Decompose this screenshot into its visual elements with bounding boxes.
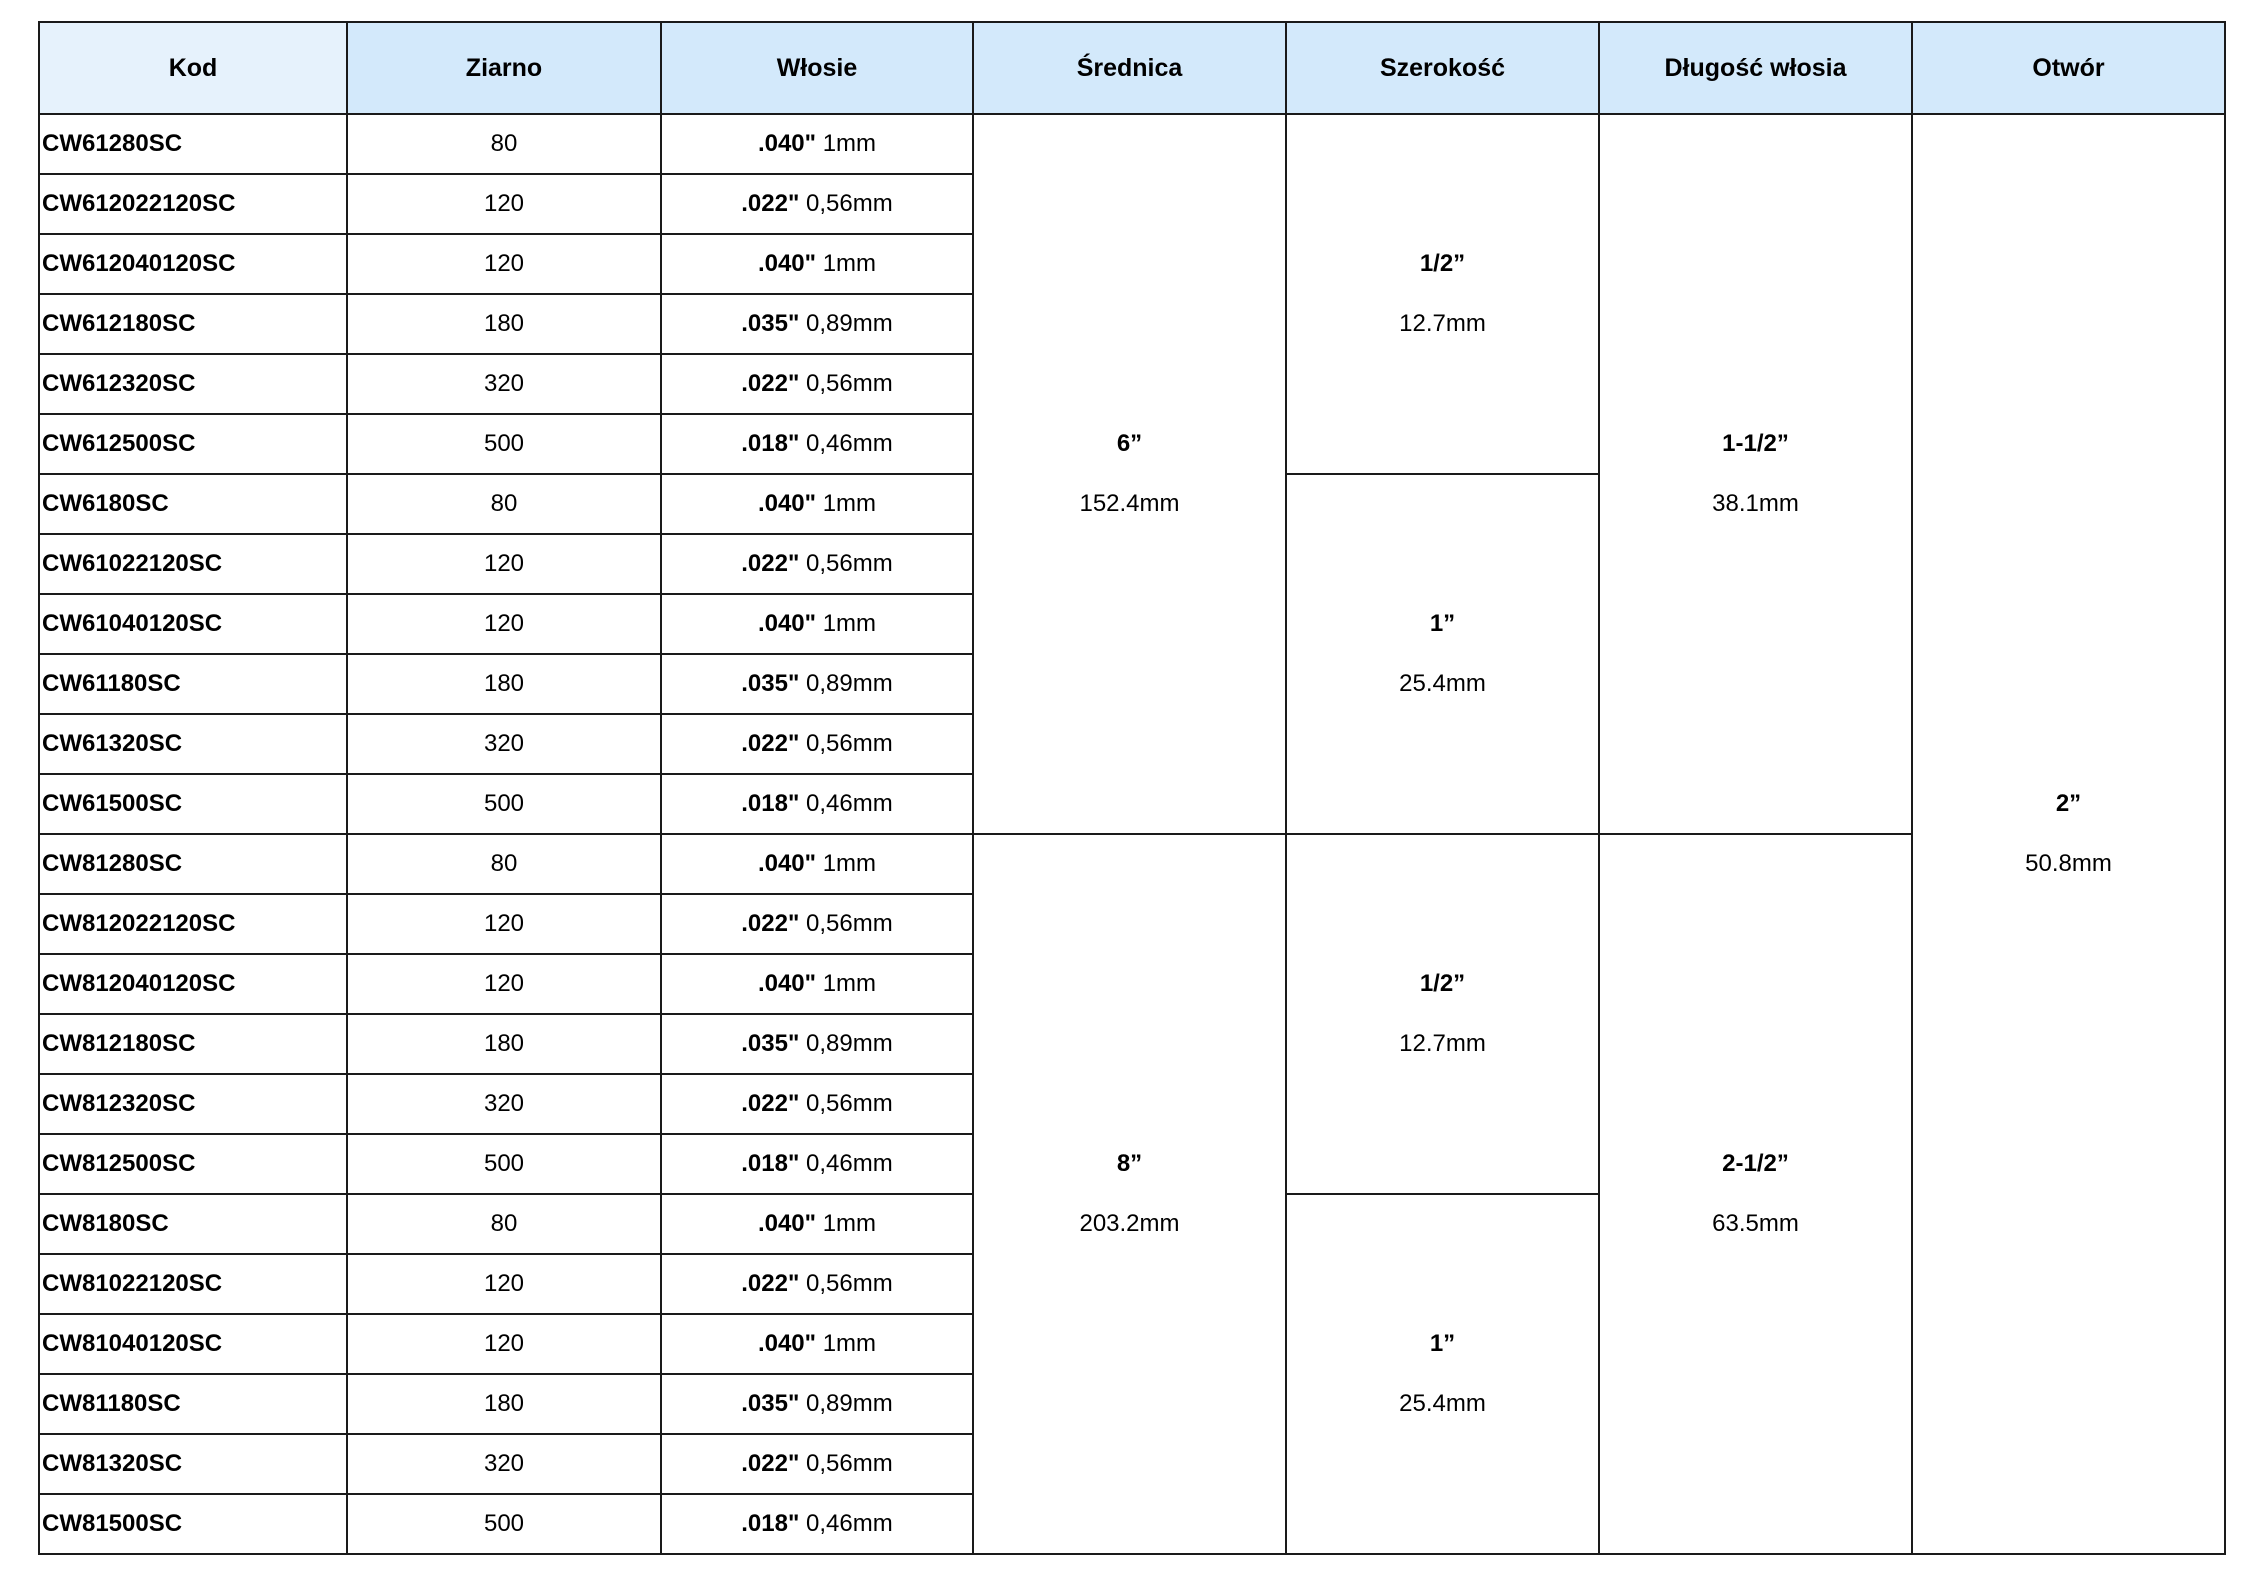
cell-wlosie	[661, 1194, 973, 1254]
cell-kod: CW812022120SC	[39, 894, 347, 954]
cell-wlosie	[661, 894, 973, 954]
cell-wlosie	[661, 234, 973, 294]
wlosie-inch: .035"	[741, 1390, 800, 1417]
wlosie-inch: .022"	[741, 1090, 800, 1117]
cell-wlosie	[661, 1134, 973, 1194]
wlosie-inch: .022"	[741, 730, 800, 757]
wlosie-inch: .040"	[757, 1210, 817, 1237]
wlosie-mm: 0,56mm	[806, 370, 893, 397]
table-row	[39, 834, 2225, 894]
cell-wlosie	[661, 1434, 973, 1494]
wlosie-mm: 1mm	[822, 1210, 877, 1237]
wlosie-mm: 0,56mm	[806, 730, 893, 757]
cell-otwor	[1912, 114, 2225, 1554]
cell-kod: CW61040120SC	[39, 594, 347, 654]
cell-ziarno: 80	[347, 474, 661, 534]
cell-ziarno: 320	[347, 714, 661, 774]
cell-kod: CW612022120SC	[39, 174, 347, 234]
cell-kod: CW812180SC	[39, 1014, 347, 1074]
cell-ziarno: 500	[347, 1134, 661, 1194]
cell-kod: CW61500SC	[39, 774, 347, 834]
cell-ziarno: 320	[347, 1434, 661, 1494]
wlosie-inch: .022"	[741, 1450, 800, 1477]
cell-szerokosc-value: 1”	[1429, 1330, 1456, 1357]
cell-kod: CW81180SC	[39, 1374, 347, 1434]
cell-ziarno: 80	[347, 114, 661, 174]
cell-wlosie	[661, 774, 973, 834]
wlosie-mm: 0,56mm	[806, 1450, 893, 1477]
cell-ziarno: 120	[347, 894, 661, 954]
wlosie-mm: 0,89mm	[806, 670, 893, 697]
cell-otwor-mm: 50.8mm	[2025, 850, 2112, 877]
cell-dlugosc-wlosia	[1599, 834, 1912, 1554]
cell-kod: CW812320SC	[39, 1074, 347, 1134]
cell-wlosie	[661, 954, 973, 1014]
cell-wlosie	[661, 1254, 973, 1314]
cell-kod: CW8180SC	[39, 1194, 347, 1254]
cell-srednica	[973, 834, 1286, 1554]
cell-wlosie	[661, 114, 973, 174]
cell-kod: CW612500SC	[39, 414, 347, 474]
cell-wlosie	[661, 1314, 973, 1374]
cell-ziarno: 120	[347, 234, 661, 294]
cell-wlosie	[661, 834, 973, 894]
wlosie-inch: .018"	[741, 1510, 800, 1537]
wlosie-inch: .040"	[757, 250, 817, 277]
cell-szerokosc	[1286, 834, 1599, 1194]
cell-ziarno: 120	[347, 174, 661, 234]
cell-ziarno: 180	[347, 654, 661, 714]
header-srednica: Średnica	[973, 22, 1286, 114]
wlosie-inch: .035"	[741, 1030, 800, 1057]
wlosie-mm: 0,46mm	[806, 790, 893, 817]
cell-ziarno: 320	[347, 1074, 661, 1134]
cell-szerokosc	[1286, 1194, 1599, 1554]
header-szerokosc: Szerokość	[1286, 22, 1599, 114]
header-wlosie: Włosie	[661, 22, 973, 114]
wlosie-inch: .040"	[757, 490, 817, 517]
cell-kod: CW612180SC	[39, 294, 347, 354]
cell-otwor-value: 2”	[2055, 790, 2082, 817]
cell-kod: CW6180SC	[39, 474, 347, 534]
cell-srednica-mm: 152.4mm	[1079, 490, 1180, 517]
wlosie-mm: 0,56mm	[806, 550, 893, 577]
cell-srednica-value: 6”	[1116, 430, 1143, 457]
cell-wlosie	[661, 414, 973, 474]
cell-kod: CW61280SC	[39, 114, 347, 174]
wlosie-mm: 0,89mm	[806, 1030, 893, 1057]
cell-szerokosc-value: 1/2”	[1419, 970, 1466, 997]
cell-kod: CW812500SC	[39, 1134, 347, 1194]
wlosie-inch: .040"	[757, 1330, 817, 1357]
cell-wlosie	[661, 714, 973, 774]
wlosie-mm: 0,56mm	[806, 910, 893, 937]
cell-kod: CW812040120SC	[39, 954, 347, 1014]
header-dlugosc-wlosia: Długość włosia	[1599, 22, 1912, 114]
wlosie-mm: 0,46mm	[806, 1150, 893, 1177]
cell-ziarno: 180	[347, 1374, 661, 1434]
wlosie-mm: 0,56mm	[806, 1270, 893, 1297]
wlosie-inch: .022"	[741, 370, 800, 397]
wlosie-inch: .018"	[741, 1150, 800, 1177]
cell-ziarno: 120	[347, 594, 661, 654]
cell-ziarno: 120	[347, 1254, 661, 1314]
cell-srednica-value: 8”	[1116, 1150, 1143, 1177]
cell-szerokosc-mm: 25.4mm	[1399, 1390, 1486, 1417]
cell-dlugosc-wlosia-mm: 38.1mm	[1712, 490, 1799, 517]
wlosie-inch: .040"	[757, 610, 817, 637]
cell-ziarno: 500	[347, 1494, 661, 1554]
wlosie-mm: 1mm	[822, 850, 877, 877]
cell-szerokosc-value: 1”	[1429, 610, 1456, 637]
cell-ziarno: 500	[347, 774, 661, 834]
cell-szerokosc-mm: 25.4mm	[1399, 670, 1486, 697]
cell-wlosie	[661, 1494, 973, 1554]
cell-szerokosc	[1286, 114, 1599, 474]
cell-wlosie	[661, 474, 973, 534]
cell-srednica	[973, 114, 1286, 834]
wlosie-inch: .022"	[741, 190, 800, 217]
cell-szerokosc-mm: 12.7mm	[1399, 310, 1486, 337]
header-otwor: Otwór	[1912, 22, 2225, 114]
cell-kod: CW61180SC	[39, 654, 347, 714]
cell-szerokosc-mm: 12.7mm	[1399, 1030, 1486, 1057]
cell-kod: CW81040120SC	[39, 1314, 347, 1374]
wlosie-mm: 1mm	[822, 1330, 877, 1357]
cell-ziarno: 180	[347, 1014, 661, 1074]
wlosie-mm: 1mm	[822, 250, 877, 277]
cell-ziarno: 120	[347, 534, 661, 594]
wlosie-mm: 0,56mm	[806, 1090, 893, 1117]
wlosie-inch: .040"	[757, 850, 817, 877]
cell-dlugosc-wlosia-value: 2-1/2”	[1722, 1150, 1789, 1177]
cell-ziarno: 120	[347, 1314, 661, 1374]
cell-kod: CW81280SC	[39, 834, 347, 894]
wlosie-inch: .022"	[741, 1270, 800, 1297]
cell-kod: CW612320SC	[39, 354, 347, 414]
wlosie-inch: .040"	[757, 970, 817, 997]
cell-wlosie	[661, 174, 973, 234]
table-row	[39, 114, 2225, 174]
cell-szerokosc	[1286, 474, 1599, 834]
wlosie-inch: .018"	[741, 790, 800, 817]
cell-kod: CW61320SC	[39, 714, 347, 774]
cell-ziarno: 500	[347, 414, 661, 474]
cell-ziarno: 320	[347, 354, 661, 414]
cell-ziarno: 80	[347, 1194, 661, 1254]
wlosie-mm: 1mm	[822, 490, 877, 517]
table-header-row	[39, 22, 2225, 114]
cell-wlosie	[661, 1014, 973, 1074]
wlosie-inch: .022"	[741, 910, 800, 937]
wlosie-inch: .022"	[741, 550, 800, 577]
cell-wlosie	[661, 594, 973, 654]
wlosie-inch: .035"	[741, 670, 800, 697]
wlosie-mm: 1mm	[822, 130, 877, 157]
wlosie-mm: 1mm	[822, 610, 877, 637]
wlosie-mm: 0,89mm	[806, 1390, 893, 1417]
cell-dlugosc-wlosia-mm: 63.5mm	[1712, 1210, 1799, 1237]
cell-wlosie	[661, 654, 973, 714]
wlosie-mm: 1mm	[822, 970, 877, 997]
wlosie-mm: 0,89mm	[806, 310, 893, 337]
table-body	[39, 114, 2225, 1554]
wlosie-mm: 0,56mm	[806, 190, 893, 217]
cell-kod: CW61022120SC	[39, 534, 347, 594]
spec-table	[38, 21, 2226, 1555]
wlosie-inch: .035"	[741, 310, 800, 337]
cell-dlugosc-wlosia-value: 1-1/2”	[1722, 430, 1789, 457]
cell-wlosie	[661, 354, 973, 414]
cell-ziarno: 120	[347, 954, 661, 1014]
header-ziarno: Ziarno	[347, 22, 661, 114]
cell-srednica-mm: 203.2mm	[1079, 1210, 1180, 1237]
wlosie-mm: 0,46mm	[806, 430, 893, 457]
cell-kod: CW81500SC	[39, 1494, 347, 1554]
cell-wlosie	[661, 294, 973, 354]
wlosie-inch: .040"	[757, 130, 817, 157]
cell-kod: CW612040120SC	[39, 234, 347, 294]
wlosie-inch: .018"	[741, 430, 800, 457]
cell-wlosie	[661, 1374, 973, 1434]
cell-szerokosc-value: 1/2”	[1419, 250, 1466, 277]
cell-kod: CW81022120SC	[39, 1254, 347, 1314]
header-kod: Kod	[39, 22, 347, 114]
cell-ziarno: 80	[347, 834, 661, 894]
wlosie-mm: 0,46mm	[806, 1510, 893, 1537]
cell-dlugosc-wlosia	[1599, 114, 1912, 834]
spec-table-wrapper	[38, 21, 2226, 1555]
cell-ziarno: 180	[347, 294, 661, 354]
cell-wlosie	[661, 1074, 973, 1134]
cell-wlosie	[661, 534, 973, 594]
cell-kod: CW81320SC	[39, 1434, 347, 1494]
